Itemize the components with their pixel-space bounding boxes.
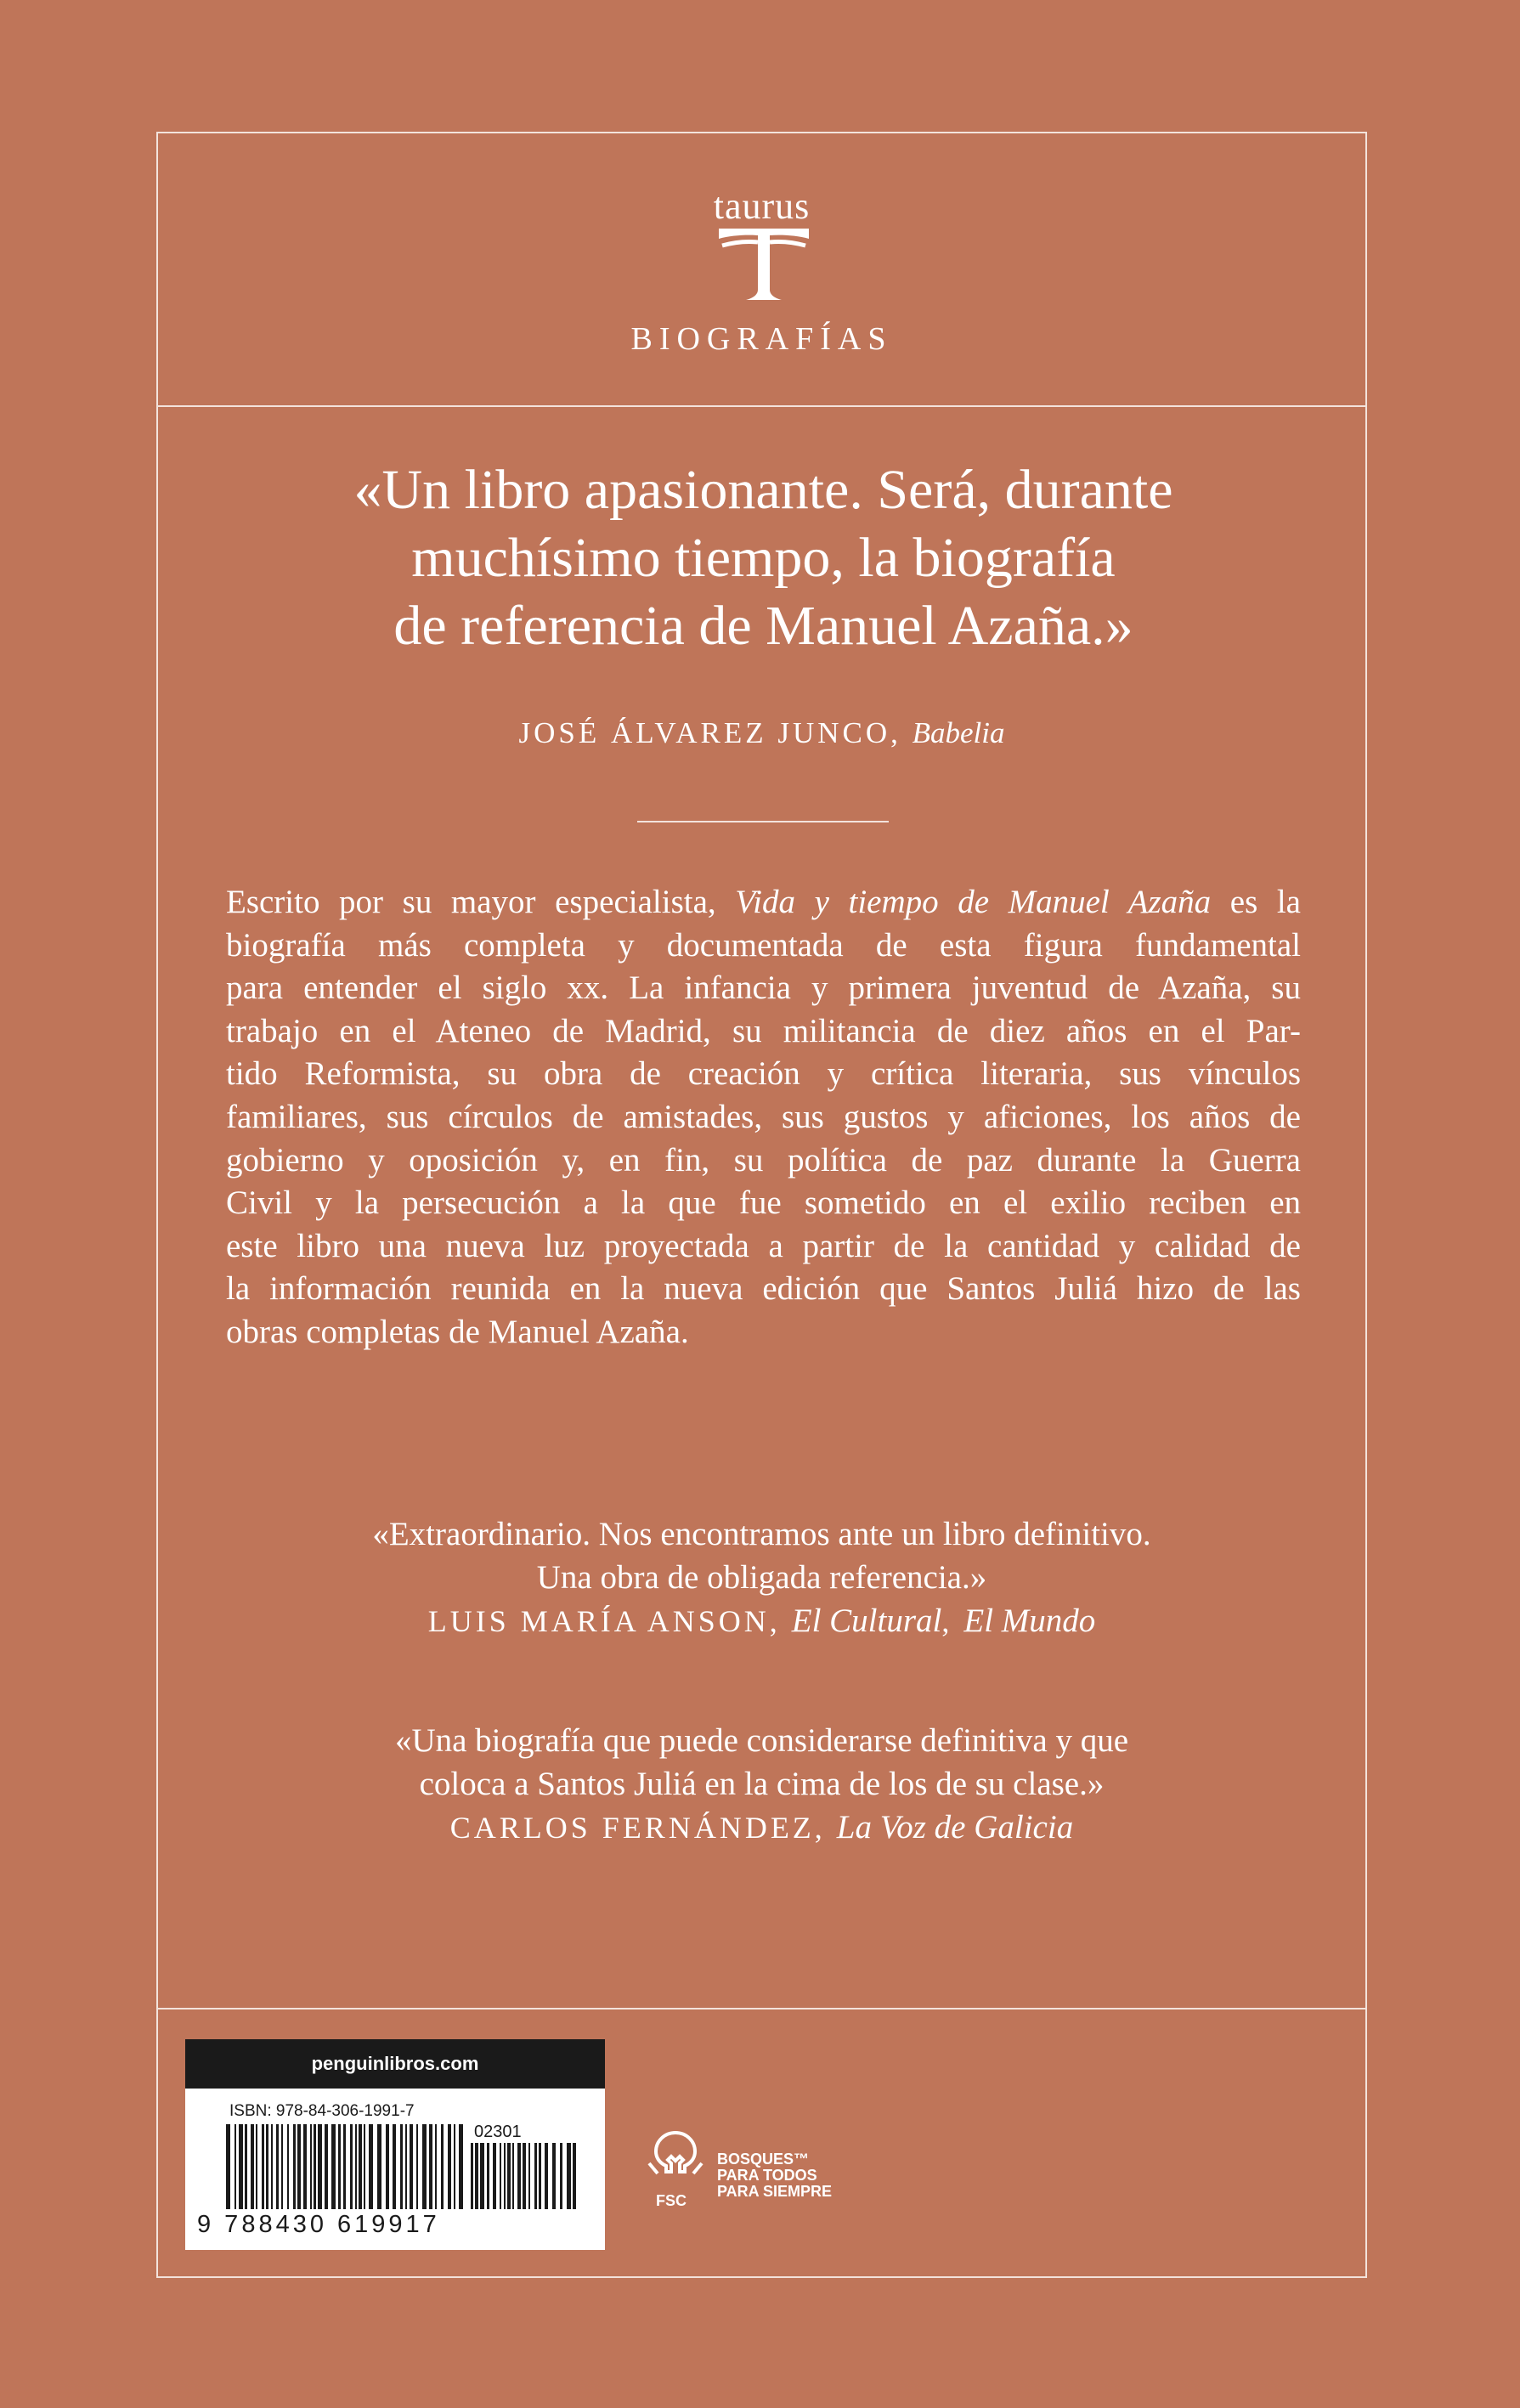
short-rule bbox=[637, 821, 889, 822]
review-quote-line: «Una biografía que puede considerarse definitiva y que bbox=[394, 1722, 1129, 1759]
barcode-bar bbox=[493, 2143, 496, 2209]
barcode-bar bbox=[517, 2143, 521, 2209]
barcode-bar bbox=[262, 2124, 264, 2209]
barcode-bar bbox=[234, 2124, 236, 2209]
blurb-line bbox=[226, 881, 1301, 924]
barcode-bar bbox=[303, 2124, 307, 2209]
barcode-bar bbox=[448, 2124, 451, 2209]
series-name: BIOGRAFÍAS bbox=[630, 321, 893, 357]
review-source: El Cultural bbox=[791, 1603, 942, 1639]
barcode-bar bbox=[276, 2124, 279, 2209]
cover-frame bbox=[156, 132, 1367, 2278]
barcode-bar bbox=[318, 2124, 322, 2209]
addon-barcode-bars bbox=[471, 2143, 581, 2209]
review-quote-line: Una obra de obligada referencia.» bbox=[536, 1559, 987, 1596]
barcode-bar bbox=[405, 2124, 407, 2209]
lead-quote-line: de referencia de Manuel Azaña.» bbox=[393, 595, 1133, 657]
publisher-name: taurus bbox=[713, 185, 811, 227]
barcode-bar bbox=[487, 2143, 489, 2209]
book-title: Vida y tiempo de Manuel Azaña bbox=[735, 884, 1212, 920]
barcode-bar bbox=[245, 2124, 247, 2209]
barcode-bar bbox=[504, 2143, 506, 2209]
top-divider bbox=[158, 405, 1365, 407]
barcode-bar bbox=[454, 2124, 455, 2209]
barcode-bar bbox=[297, 2124, 301, 2209]
lead-quote-author: JOSÉ ÁLVAREZ JUNCO bbox=[518, 716, 891, 749]
website-label: penguinlibros.com bbox=[185, 2039, 605, 2089]
review-quote-line: «Extraordinario. Nos encontramos ante un libro definitivo. bbox=[372, 1516, 1151, 1552]
fsc-slogan-line: PARA TODOS bbox=[717, 2167, 817, 2184]
barcode-bar bbox=[369, 2124, 373, 2209]
lead-quote-line: «Un libro apasionante. Será, durante bbox=[353, 459, 1173, 521]
blurb-text: Escrito por su mayor especialista, bbox=[226, 884, 736, 920]
barcode-bar bbox=[459, 2124, 463, 2209]
bottom-divider bbox=[158, 2008, 1365, 2009]
blurb-line: este libro una nueva luz proyectada a partir de la cantidad y calidad de bbox=[226, 1227, 1301, 1264]
barcode-bar bbox=[393, 2124, 396, 2209]
barcode-bar bbox=[507, 2143, 511, 2209]
review-source: El Mundo bbox=[963, 1603, 1096, 1639]
lead-quote bbox=[209, 456, 1318, 660]
barcode-bar bbox=[567, 2143, 571, 2209]
barcode-bar bbox=[560, 2143, 562, 2209]
barcode-bar bbox=[410, 2124, 413, 2209]
barcode-bar bbox=[355, 2124, 357, 2209]
blurb-line: Civil y la persecución a la que fue sometido en el exilio reciben en bbox=[226, 1184, 1301, 1222]
blurb-line: biografía más completa y documentada de esta figura fundamental bbox=[226, 926, 1301, 964]
barcode-bar bbox=[293, 2124, 296, 2209]
barcode-bar bbox=[377, 2124, 381, 2209]
review-attribution: LUIS MARÍA ANSON, El Cultural, El Mundo bbox=[427, 1603, 1096, 1639]
review-author: LUIS MARÍA ANSON bbox=[427, 1604, 770, 1638]
addon-code: 02301 bbox=[474, 2123, 522, 2141]
barcode-bar bbox=[359, 2124, 362, 2209]
barcode-bar bbox=[435, 2124, 437, 2209]
fsc-slogan bbox=[717, 2151, 832, 2200]
review-quote-fernandez bbox=[158, 1719, 1365, 1850]
barcode-bar bbox=[422, 2124, 427, 2209]
barcode-bar bbox=[512, 2143, 514, 2209]
blurb-line: tido Reformista, su obra de creación y crítica literaria, sus vínculos bbox=[226, 1055, 1301, 1093]
review-attribution: CARLOS FERNÁNDEZ, La Voz de Galicia bbox=[449, 1809, 1074, 1846]
barcode-bar bbox=[364, 2124, 365, 2209]
barcode-bar bbox=[256, 2124, 257, 2209]
blurb-paragraph bbox=[226, 881, 1301, 1354]
barcode-bar bbox=[400, 2124, 403, 2209]
barcode-bar bbox=[226, 2124, 230, 2209]
barcode-bar bbox=[343, 2124, 346, 2209]
barcode-bar bbox=[325, 2124, 328, 2209]
blurb-line: para entender el siglo xx. La infancia y primera juventud de Azaña, su bbox=[226, 969, 1301, 1007]
blurb-line: familiares, sus círculos de amistades, sus gustos y aficiones, los años de bbox=[226, 1098, 1301, 1135]
review-author: CARLOS FERNÁNDEZ bbox=[449, 1811, 815, 1845]
barcode-digits: 9 788430 619917 bbox=[197, 2211, 440, 2238]
barcode-bar bbox=[552, 2143, 556, 2209]
barcode-bar bbox=[528, 2143, 530, 2209]
review-source: La Voz de Galicia bbox=[836, 1809, 1074, 1846]
barcode-bar bbox=[338, 2124, 341, 2209]
blurb-line: gobierno y oposición y, en fin, su política de paz durante la Guerra bbox=[226, 1141, 1301, 1179]
barcode-bar bbox=[251, 2124, 254, 2209]
lead-quote-attribution: JOSÉ ÁLVAREZ JUNCO, Babelia bbox=[518, 716, 1005, 749]
barcode-bar bbox=[310, 2124, 312, 2209]
barcode-bar bbox=[523, 2143, 526, 2209]
blurb-text: es la bbox=[1211, 884, 1301, 920]
fsc-slogan-line: BOSQUES™ bbox=[717, 2151, 810, 2168]
barcode-bar bbox=[416, 2124, 418, 2209]
barcode-bar bbox=[539, 2143, 541, 2209]
blurb-line: trabajo en el Ateneo de Madrid, su militancia de diez años en el Par- bbox=[226, 1012, 1301, 1049]
barcode-bar bbox=[471, 2143, 473, 2209]
barcode-bar bbox=[573, 2143, 576, 2209]
review-quote-anson bbox=[158, 1512, 1365, 1643]
barcode-box bbox=[185, 2039, 605, 2250]
fsc-label: FSC bbox=[656, 2192, 687, 2209]
barcode-bar bbox=[287, 2124, 289, 2209]
barcode-bar bbox=[266, 2124, 268, 2209]
blurb-line: obras completas de Manuel Azaña. bbox=[226, 1313, 689, 1350]
publisher-block bbox=[158, 133, 1365, 405]
barcode-bar bbox=[429, 2124, 432, 2209]
taurus-logo-icon bbox=[715, 227, 812, 302]
isbn-label: ISBN: 978-84-306-1991-7 bbox=[229, 2102, 415, 2120]
barcode-bar bbox=[271, 2124, 273, 2209]
blurb-line: la información reunida en la nueva edición que Santos Juliá hizo de las bbox=[226, 1270, 1301, 1308]
barcode-bar bbox=[314, 2124, 316, 2209]
barcode-bar bbox=[331, 2124, 336, 2209]
fsc-tree-icon bbox=[646, 2129, 705, 2190]
barcode-bar bbox=[545, 2143, 548, 2209]
barcode-bars bbox=[226, 2124, 464, 2209]
barcode-bar bbox=[386, 2124, 389, 2209]
barcode-bar bbox=[475, 2143, 478, 2209]
barcode-bar bbox=[441, 2124, 444, 2209]
lead-quote-source: Babelia bbox=[912, 716, 1005, 749]
fsc-slogan-line: PARA SIEMPRE bbox=[717, 2183, 833, 2200]
barcode-bar bbox=[500, 2143, 501, 2209]
barcode-bar bbox=[534, 2143, 537, 2209]
barcode-bar bbox=[350, 2124, 353, 2209]
lead-quote-line: muchísimo tiempo, la biografía bbox=[411, 527, 1116, 589]
review-quote-line: coloca a Santos Juliá en la cima de los de su clase.» bbox=[419, 1766, 1105, 1802]
barcode-bar bbox=[239, 2124, 243, 2209]
barcode-bar bbox=[480, 2143, 484, 2209]
barcode-bar bbox=[281, 2124, 283, 2209]
